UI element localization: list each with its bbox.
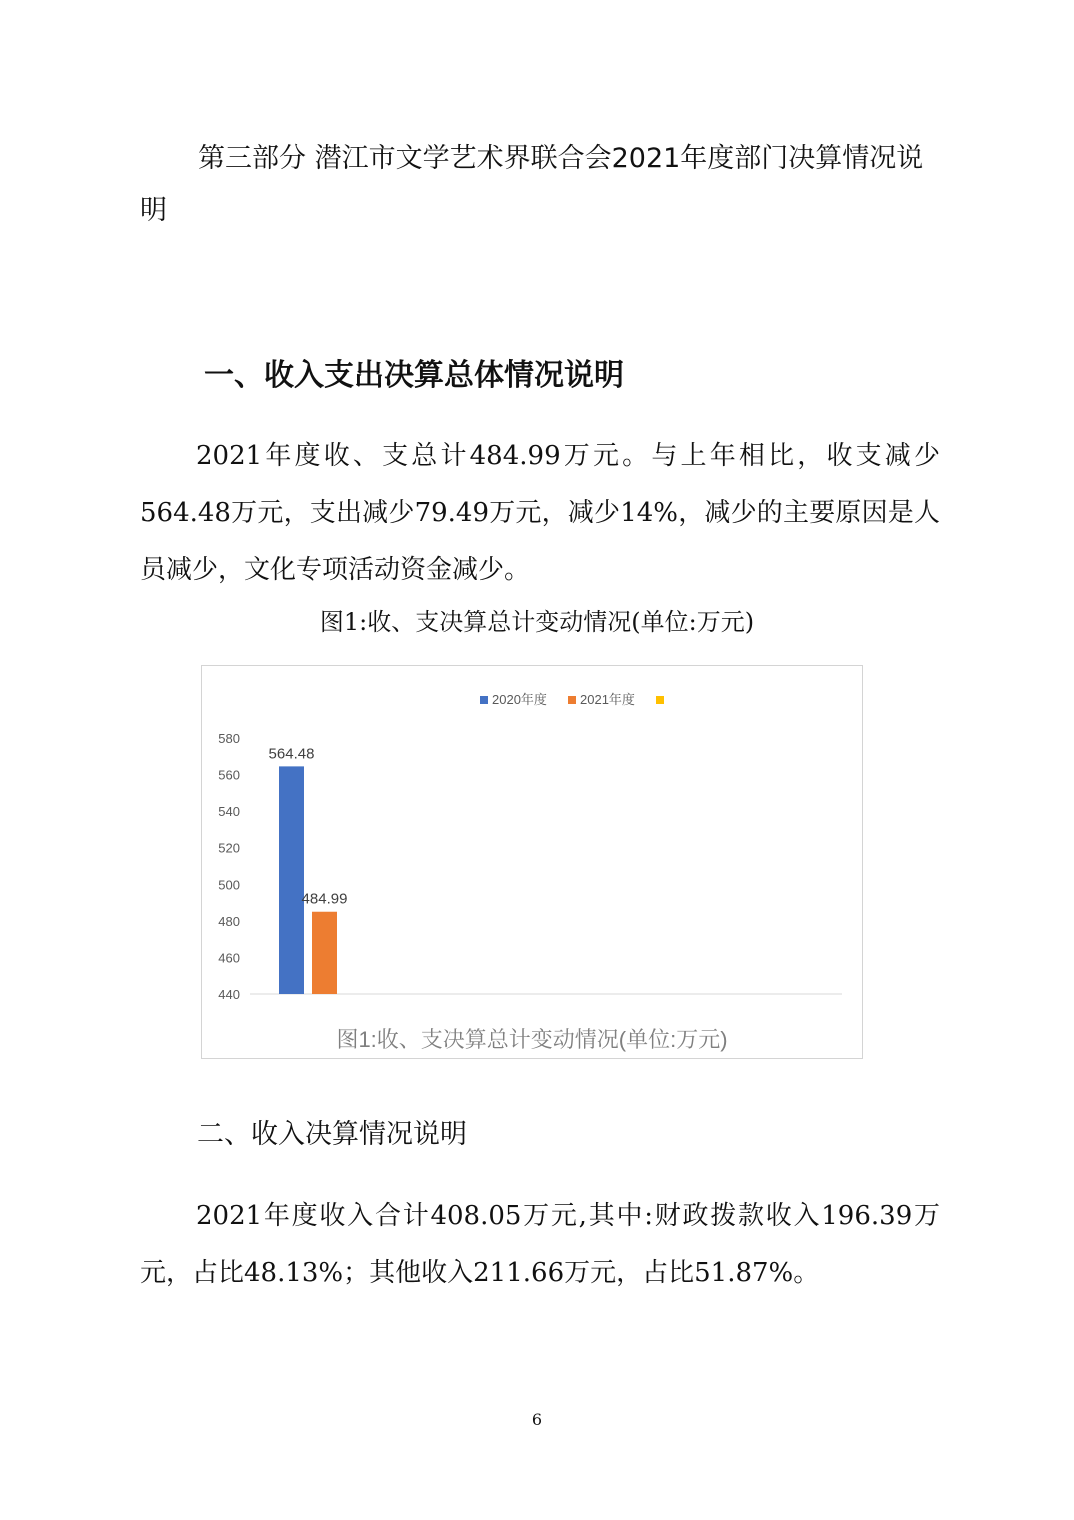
income-paragraph: 2021年度收入合计408.05万元,其中:财政拨款收入196.39万元，占比48.13%；其他收入211.66万元，占比51.87%。 bbox=[140, 1201, 940, 1288]
bar-chart bbox=[201, 665, 863, 1059]
y-tick-label: 560 bbox=[218, 767, 240, 783]
y-tick-label: 540 bbox=[218, 804, 240, 820]
y-tick-label: 440 bbox=[218, 987, 240, 1002]
data-label: 484.99 bbox=[301, 890, 348, 908]
y-tick-label: 500 bbox=[218, 877, 240, 893]
figure-caption: 图1:收、支决算总计变动情况(单位:万元) bbox=[319, 608, 755, 636]
y-tick-label: 580 bbox=[218, 731, 240, 746]
page-title: 第三部分 潜江市文学艺术界联合会2021年度部门决算情况说明 bbox=[140, 143, 924, 226]
chart-title: 图1:收、支决算总计变动情况(单位:万元) bbox=[336, 1027, 728, 1052]
section-heading-income: 二、收入决算情况说明 bbox=[197, 1119, 467, 1150]
legend-swatch bbox=[656, 696, 664, 704]
bar-2020年度 bbox=[279, 766, 304, 994]
y-tick-label: 520 bbox=[218, 840, 240, 856]
page-number: 6 bbox=[531, 1410, 543, 1429]
legend-swatch bbox=[480, 696, 488, 704]
section-heading-overview: 一、收入支出决算总体情况说明 bbox=[204, 358, 624, 393]
chart-canvas bbox=[202, 666, 862, 1058]
legend-label: 2021年度 bbox=[580, 692, 635, 707]
legend-label: 2020年度 bbox=[492, 692, 547, 707]
overview-paragraph: 2021年度收、支总计484.99万元。与上年相比，收支减少564.48万元，支出减少79.49万元，减少14%，减少的主要原因是人员减少，文化专项活动资金减少。 bbox=[140, 441, 940, 585]
legend-swatch bbox=[568, 696, 576, 704]
y-tick-label: 480 bbox=[218, 913, 240, 929]
y-tick-label: 460 bbox=[218, 950, 240, 966]
bar-2021年度 bbox=[312, 912, 337, 994]
data-label: 564.48 bbox=[268, 745, 315, 763]
